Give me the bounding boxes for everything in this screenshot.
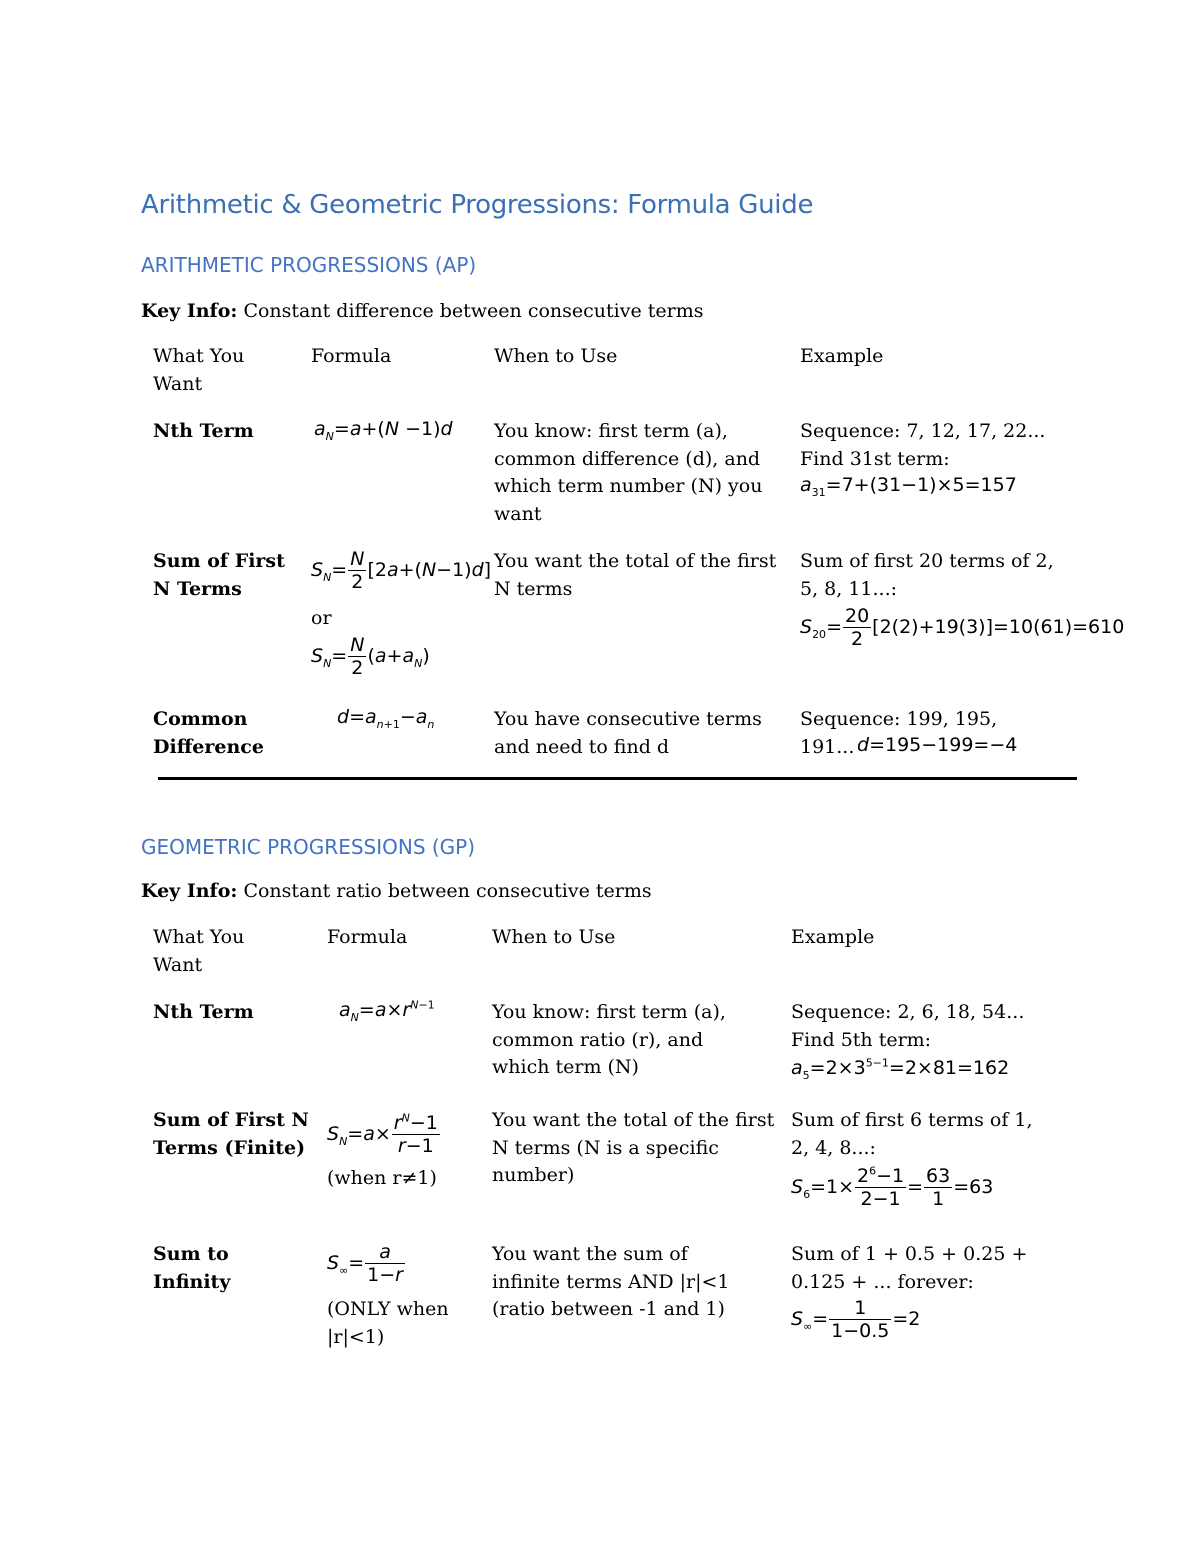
gp-header-when: When to Use [492,926,616,948]
ap-key-label: Key Info: [141,300,238,322]
gp-key-info [141,880,652,902]
ap-sum-formula-2: $S_N=$ $\frac{N}{2}$ $(a+a_N)$ [311,634,430,679]
gp-header-what: What You Want [153,926,245,976]
gp-header-formula: Formula [327,926,408,948]
ap-nth-example-1: Sequence: 7, 12, 17, 22... [800,420,1046,442]
ap-sum-formula-1: $S_N=$ $\frac{N}{2}$ [2a+(N−1)d] [311,548,492,593]
ap-sum-or: or [311,607,332,629]
ap-header-when: When to Use [494,345,618,367]
ap-nth-example-math: $a_{31}=7+(31-1)\times 5=157$ [800,474,1017,499]
gp-nth-example-math: $a_5=2\times 3^{5-1}=2\times 81=162$ [791,1056,1010,1082]
ap-diff-example-1: Sequence: 199, 195, 191... [800,708,998,758]
ap-key-info [141,300,703,322]
page-title: Arithmetic & Geometric Progressions: Formula Guide [141,190,814,220]
ap-diff-when: You have consecutive terms and need to find d [494,708,762,758]
gp-inf-example-1: Sum of 1 + 0.5 + 0.25 + 0.125 + ... forever: [791,1243,1028,1293]
ap-header-example: Example [800,345,884,367]
gp-inf-when: You want the sum of infinite terms AND |r|<1 (ratio between -1 and 1) [492,1243,730,1320]
ap-nth-example-2: Find 31st term: [800,448,950,470]
ap-diff-formula: $d=a_{n+1}-a_n$ [337,706,435,731]
gp-key-label: Key Info: [141,880,238,902]
ap-sum-example-math: $S_{20}=$ $\frac{20}{2}$ [2(2)+19(3)]=10(61)=610 [800,605,1125,650]
gp-sum-formula: $S_N=a\times$ $\frac{r^N-1}{r-1}$ [327,1111,438,1157]
ap-nth-formula: $a_N=a+(N -1)d$ [314,418,453,443]
gp-key-text: Constant ratio between consecutive terms [237,880,652,902]
gp-nth-example-1: Sequence: 2, 6, 18, 54... [791,1001,1025,1023]
gp-inf-example-math: $S_\infty=$ $\frac{1}{1-0.5}$ =2 [791,1297,921,1342]
gp-inf-note: (ONLY when |r|<1) [327,1298,449,1348]
gp-heading: GEOMETRIC PROGRESSIONS (GP) [141,835,476,859]
ap-row-nth-label: Nth Term [153,420,254,442]
gp-row-nth-label: Nth Term [153,1001,254,1023]
gp-inf-formula: $S_\infty=$ $\frac{a}{1-r}$ [327,1241,403,1286]
gp-header-example: Example [791,926,875,948]
section-divider [158,777,1077,780]
ap-key-text: Constant difference between consecutive terms [237,300,704,322]
gp-nth-when: You know: first term (a), common ratio (r), and which term (N) [492,1001,726,1078]
gp-sum-when: You want the total of the first N terms (N is a specific number) [492,1109,775,1186]
ap-diff-example-math: d=195−199=−4 [857,734,1018,756]
gp-nth-example-2: Find 5th term: [791,1029,932,1051]
gp-row-sum-label: Sum of First N Terms (Finite) [153,1109,309,1159]
gp-sum-example-math: $S_6=1\times$ $\frac{2^6-1}{2-1}$ = $\frac{63}{1}$ =63 [791,1164,994,1210]
ap-heading: ARITHMETIC PROGRESSIONS (AP) [141,253,477,277]
ap-sum-example-1: Sum of first 20 terms of 2, 5, 8, 11...: [800,550,1054,600]
ap-row-sum-label: Sum of First N Terms [153,550,285,600]
ap-header-what: What You Want [153,345,245,395]
gp-nth-formula: $a_N=a\times r^{N-1}$ [339,998,435,1024]
ap-row-diff-label: Common Difference [153,708,264,758]
ap-sum-when: You want the total of the first N terms [494,550,777,600]
ap-header-formula: Formula [311,345,392,367]
gp-sum-note: (when r≠1) [327,1167,437,1189]
gp-row-inf-label: Sum to Infinity [153,1243,231,1293]
gp-sum-example-1: Sum of first 6 terms of 1, 2, 4, 8...: [791,1109,1033,1159]
ap-nth-when: You know: first term (a), common difference (d), and which term number (N) you want [494,420,763,525]
